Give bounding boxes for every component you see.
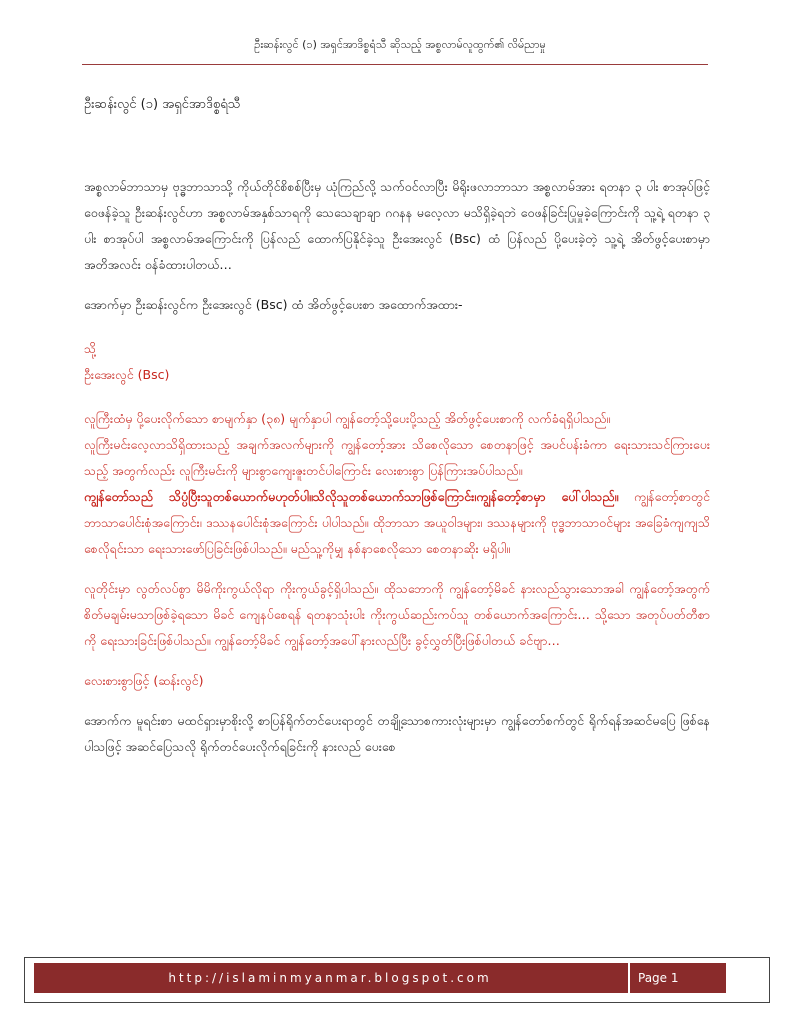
letter-paragraph-3-rest: ကျွန်တော့်စာတွင် ဘာသာပေါင်းစုံအကြောင်း၊ ဒဿနပေါင်းစုံအကြောင်း ပါပါသည်။ ထိုဘာသာ အယူဝါဒများ၊ ဒဿနများကို ဗုဒ္ဓဘာသာဝင်များ အခြေခံကျကျသိစေလိုရင်းသာ ရေးသားဖော်ပြခြင်းဖြစ်ပါသည်။ မည်သူ့ကိုမျှ နစ်နာစေလိုသော စေတနာဆိုး မရှိပါ။ (84, 489, 710, 556)
letter-paragraph-4: လူတိုင်းမှာ လွတ်လပ်စွာ မိမိကိုးကွယ်လိုရာ ကိုးကွယ်ခွင့်ရှိပါသည်။ ထိုသဘောကို ကျွန်တော့်မိခင် နားလည်သွားသောအခါ ကျွန်တော့်အတွက် စိတ်မချမ်းမသာဖြစ်ခဲ့ရသော မိခင် ကျေနပ်စေရန် ရတနာသုံးပါး ကိုးကွယ်ဆည်းကပ်သူ တစ်ယောက်အကြောင်း… သို့သော အတုပ်ပတ်တီစာကို ရေးသားခြင်းဖြစ်ပါသည်။ ကျွန်တော့်မိခင် ကျွန်တော့်အပေါ်နားလည်ပြီး ခွင့်လွှတ်ပြီးဖြစ်ပါတယ် ခင်ဗျာ… (84, 581, 710, 648)
salutation-name: ဦးအေးလွင် (Bsc) (84, 367, 170, 382)
letter-paragraph-1: လူကြီးထံမှ ပို့ပေးလိုက်သော စာမျက်နှာ (၃၈) မျက်နှာပါ ကျွန်တော့်သို့ပေးပို့သည့် အိတ်ဖွင့်ပေးစာကို လက်ခံရရှိပါသည်။ (84, 411, 611, 426)
lead-in-paragraph: အောက်မှာ ဦးဆန်းလွင်က ဦးအေးလွင် (Bsc) ထံ အိတ်ဖွင့်ပေးစာ အထောက်အထား- (84, 297, 463, 312)
document-body (84, 92, 710, 774)
closing-paragraph: အောက်က မူရင်းစာ မထင်ရှားမှာစိုးလို့ စာပြန်ရိုက်တင်ပေးရာတွင် တချို့သောစကားလုံးများမှာ ကျွန်တော်စက်တွင် ရိုက်ရန်အဆင်မပြေ ဖြစ်နေပါသဖြင့် အဆင်ပြေသလို ရိုက်တင်ပေးလိုက်ရခြင်းကို နားလည် ပေးစေ (84, 713, 710, 754)
letter-signoff: လေးစားစွာဖြင့် (ဆန်းလွင်) (84, 673, 204, 688)
footer-url-link[interactable]: http://islaminmyanmar.blogspot.com (168, 971, 492, 985)
footer-divider (628, 963, 630, 993)
running-header: ဦးဆန်းလွင် (၁) အရှင်အာဒိစ္စရံသီ ဆိုသည့် အစ္စလာမ်လူထွက်၏ လိမ်ညာမှု (254, 38, 546, 51)
salutation-to: သို့ (84, 341, 97, 356)
header-divider (82, 64, 708, 65)
letter-paragraph-3 (84, 484, 710, 562)
letter-paragraph-3-bold: ကျွန်တော်သည် သိပ္ပံပြီးသူတစ်ယောက်မဟုတ်ပါ။သိလိုသူတစ်ယောက်သာဖြစ်ကြောင်း၊ကျွန်တော့်စာမှာ ပေါ်ပါသည်။ (84, 489, 619, 504)
document-title: ဦးဆန်းလွင် (၁) အရှင်အာဒိစ္စရံသီ (84, 97, 241, 112)
intro-paragraph: အစ္စလာမ်ဘာသာမှ ဗုဒ္ဓဘာသာသို့ ကိုယ်တိုင်စိစစ်ပြီးမှ ယုံကြည်လို့ သက်ဝင်လာပြီး မိရိုးဖလာဘာသာ အစ္စလာမ်အား ရတနာ ၃ ပါး စာအုပ်ဖြင့် ဝေဖန်ခဲ့သူ ဦးဆန်းလွင်ဟာ အစ္စလာမ်အနှစ်သာရကို သေသေချာချာ ဂဂနန မလေ့လာ မသိရှိခဲ့ရဘဲ ဝေဖန်ခြင်းပြုမှုခဲ့ကြောင်းကို သူ့ရဲ့ ရတနာ ၃ ပါး စာအုပ်ပါ အစ္စလာမ်အကြောင်းကို ပြန်လည် ထောက်ပြနိုင်ခဲ့သူ ဦးအေးလွင် (Bsc) ထံ ပြန်လည် ပို့ပေးခဲ့တဲ့ သူ့ရဲ့ အိတ်ဖွင့်ပေးစာမှာ အတိအလင်း ဝန်ခံထားပါတယ်… (84, 179, 710, 272)
page-number: Page 1 (638, 971, 679, 985)
letter-paragraph-2: လူကြီးမင်းလေ့လာသိရှိထားသည့် အချက်အလက်များကို ကျွန်တော့်အား သိစေလိုသော စေတနာဖြင့် အပင်ပန်းခံကာ ရေးသားသင်ကြားပေးသည့် အတွက်လည်း လူကြီးမင်းကို များစွာကျေးဇူးတင်ပါကြောင်း လေးစားစွာ ပြန်ကြားအပ်ပါသည်။ (84, 437, 710, 478)
